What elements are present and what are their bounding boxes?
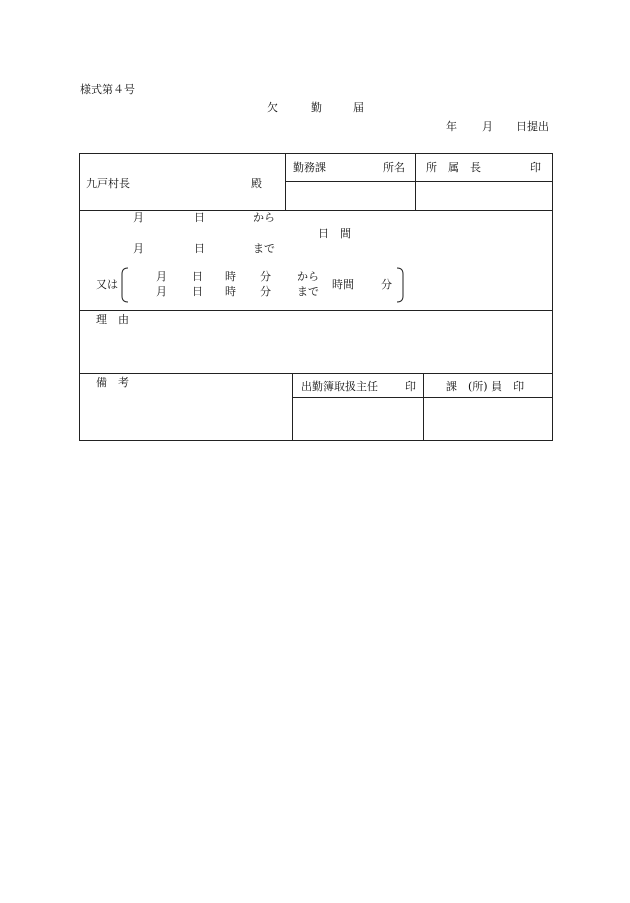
from-day: 日	[194, 211, 205, 224]
until-month: 月	[133, 242, 144, 255]
days-label: 日 間	[318, 227, 351, 240]
row-divider-1	[79, 210, 553, 211]
time-from-month: 月	[156, 270, 167, 283]
title-char-1: 欠	[267, 101, 278, 114]
attendance-officer-seal: 印	[405, 380, 416, 393]
left-bracket-icon	[119, 267, 131, 303]
table-border-bottom	[79, 440, 553, 441]
row-divider-3	[79, 373, 553, 374]
remarks-col-divider-2	[423, 373, 424, 441]
from-label: から	[253, 211, 275, 224]
table-border-top	[79, 153, 553, 154]
row-divider-2	[79, 310, 553, 311]
remarks-label: 備 考	[96, 376, 129, 389]
time-until-label: まで	[297, 285, 319, 298]
section-staff-label: 課 (所) 員 印	[446, 380, 525, 393]
minutes-label: 分	[381, 278, 392, 291]
dept-label: 勤務課	[293, 161, 326, 174]
header-inner-row-divider	[285, 181, 553, 182]
from-month: 月	[133, 211, 144, 224]
time-from-hour: 時	[225, 270, 236, 283]
remarks-col-divider-1	[292, 373, 293, 441]
time-until-minute: 分	[260, 285, 271, 298]
header-col-divider-1	[285, 153, 286, 211]
right-bracket-icon	[394, 267, 406, 303]
honorific: 殿	[251, 177, 262, 190]
title-char-2: 勤	[311, 101, 322, 114]
attendance-officer-label: 出勤簿取扱主任	[301, 380, 378, 393]
until-label: まで	[253, 242, 275, 255]
submit-year: 年	[446, 120, 457, 133]
time-until-day: 日	[192, 285, 203, 298]
or-label: 又は	[96, 278, 118, 291]
form-number: 様式第４号	[80, 83, 135, 96]
chief-label: 所 属 長	[426, 161, 481, 174]
addressee: 九戸村長	[86, 177, 130, 190]
submit-day: 日提出	[516, 120, 549, 133]
until-day: 日	[194, 242, 205, 255]
chief-seal: 印	[530, 161, 541, 174]
name-label: 所名	[383, 161, 405, 174]
reason-label: 理 由	[96, 313, 129, 326]
time-until-hour: 時	[225, 285, 236, 298]
table-border-left	[79, 153, 80, 441]
remarks-inner-row-divider	[292, 397, 553, 398]
time-from-label: から	[297, 270, 319, 283]
hours-label: 時間	[332, 278, 354, 291]
submit-month: 月	[482, 120, 493, 133]
title-char-3: 届	[353, 101, 364, 114]
time-from-day: 日	[192, 270, 203, 283]
time-until-month: 月	[156, 285, 167, 298]
time-from-minute: 分	[260, 270, 271, 283]
header-col-divider-2	[415, 153, 416, 211]
